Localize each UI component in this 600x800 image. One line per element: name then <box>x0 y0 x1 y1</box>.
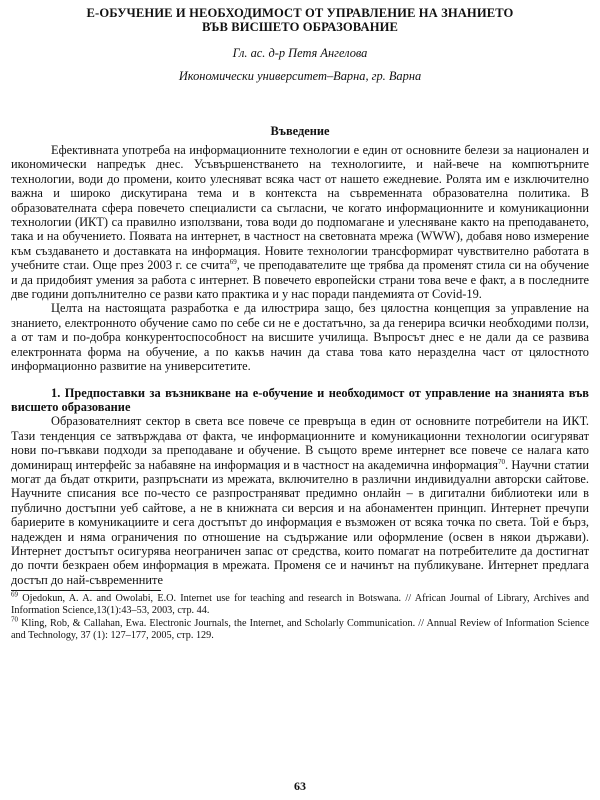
section-1-heading: 1. Предпоставки за възникване на е-обучение и необходимост от управление на знанията във висшето образование <box>11 385 589 414</box>
footnote-ref-70[interactable]: 70 <box>498 457 505 466</box>
footnote-70 <box>11 615 589 642</box>
author-name: Гл. ас. д-р Петя Ангелова <box>232 46 368 60</box>
footnote-69-number: 69 <box>11 590 18 599</box>
section1-p1-text-a: Образователният сектор в света все повече се превръща в един от основните потребители на ИКТ. Тази тенденция се затвърждава от факта, че информационните и комуникационни технологии осигуряват нови по-гъвкави подходи за преподаване и обучение. В същото време интернет все повече се налага като доминиращ интерфейс за набавяне на информация и в частност на академична информация <box>11 414 589 472</box>
intro-paragraph-2: Целта на настоящата разработка е да илюстрира защо, без цялостна концепция за управление на знанието, електронното обучение само по себе си не е достатъчно, за да генерира всички необходими ползи, а от там и по-добра конкурентоспособност на висшите училища. Въпросът днес е не дали да се развива електронната форма на обучение, а по какъв начин да става това като неразделна част от цялостното информационно развитие на университетите. <box>11 301 589 374</box>
intro-p1-text-b: , че преподавателите ще трябва да променят стила си на обучение и да придобият умения за работа с интернет. В повечето европейски страни това вече е факт, а в последните две години допълнително се разви като практика и у нас поради пандемията от Covid-19. <box>11 258 589 302</box>
footnote-ref-69[interactable]: 69 <box>229 258 237 267</box>
intro-p1-text-a: Ефективната употреба на информационните технологии е един от основните белези за национален и икономически напредък днес. Усъвършенстването на технологиите, и най-вече на компютърните технологии, води до промени, които улесняват всяка част от нашето ежедневие. Ролята им е изключително важна и широко дискутирана тема и в контекста на съвременната образователна политика. В образователната сфера повечето специалисти са съгласни, че когато информационните и комуникационни технологии (ИКТ) са правилно използвани, това води до подпомагане и улесняване както на преподаването, така и на обучението. Появата на интернет, в частност на световната мрежа (WWW), добавя ново измерение към създаването и доставката на информация. Новите технологии трансформират чувствително работата в учебните стаи. Още през 2003 г. се счита <box>11 143 589 273</box>
page-number: 63 <box>294 779 306 793</box>
section-1-paragraph-1 <box>11 414 589 587</box>
title-line-1: Е-ОБУЧЕНИЕ И НЕОБХОДИМОСТ ОТ УПРАВЛЕНИЕ НА ЗНАНИЕТО <box>86 6 514 20</box>
paper-title <box>11 6 589 34</box>
section1-p1-text-b: . Научни статии могат да бъдат открити, разпръснати из мрежата, включително в различни индивидуални авторски сайтове. Научните списания все по-често се разпространяват предимно онлайн – в дигитални библиотеки или в публично достъпни уеб сайтове, а не в книжната си версия и на абонаментен принцип. Интернет пречупи бариерите в комуникациите и сега достъпът до информация е възможен от всяка точка по света. Той е бърз, надежден и няма ограничения по отношение на съдържание или оформление (освен в някои държави). Интернет достъпът осигурява неограничен запас от средства, които помагат на потребителите да достигнат до почти безкраен обем информация в мрежата. Променя се и начинът на публикуване. Интернет предлага достъп до най-съвременните <box>11 457 589 587</box>
footnote-70-number: 70 <box>11 615 18 624</box>
author-affiliation: Икономически университет–Варна, гр. Варна <box>178 69 422 83</box>
footnote-69-text: Ojedokun, A. A. and Owolabi, E.O. Internet use for teaching and research in Botswana. // African Journal of Library, Archives and Information Science,13(1):43–53, 2003, стр. 44. <box>11 593 589 617</box>
intro-heading: Въведение <box>270 124 330 138</box>
intro-paragraph-1 <box>11 143 589 301</box>
footnote-70-text: Kling, Rob, & Callahan, Ewa. Electronic Journals, the Internet, and Scholarly Communication. // Annual Review of Information Science and Technology, 37 (1): 127–177, 2005, стр. 129. <box>11 617 589 641</box>
footnote-69 <box>11 590 589 617</box>
footnote-divider <box>11 590 161 591</box>
title-line-2: ВЪВ ВИСШЕТО ОБРАЗОВАНИЕ <box>201 20 399 34</box>
